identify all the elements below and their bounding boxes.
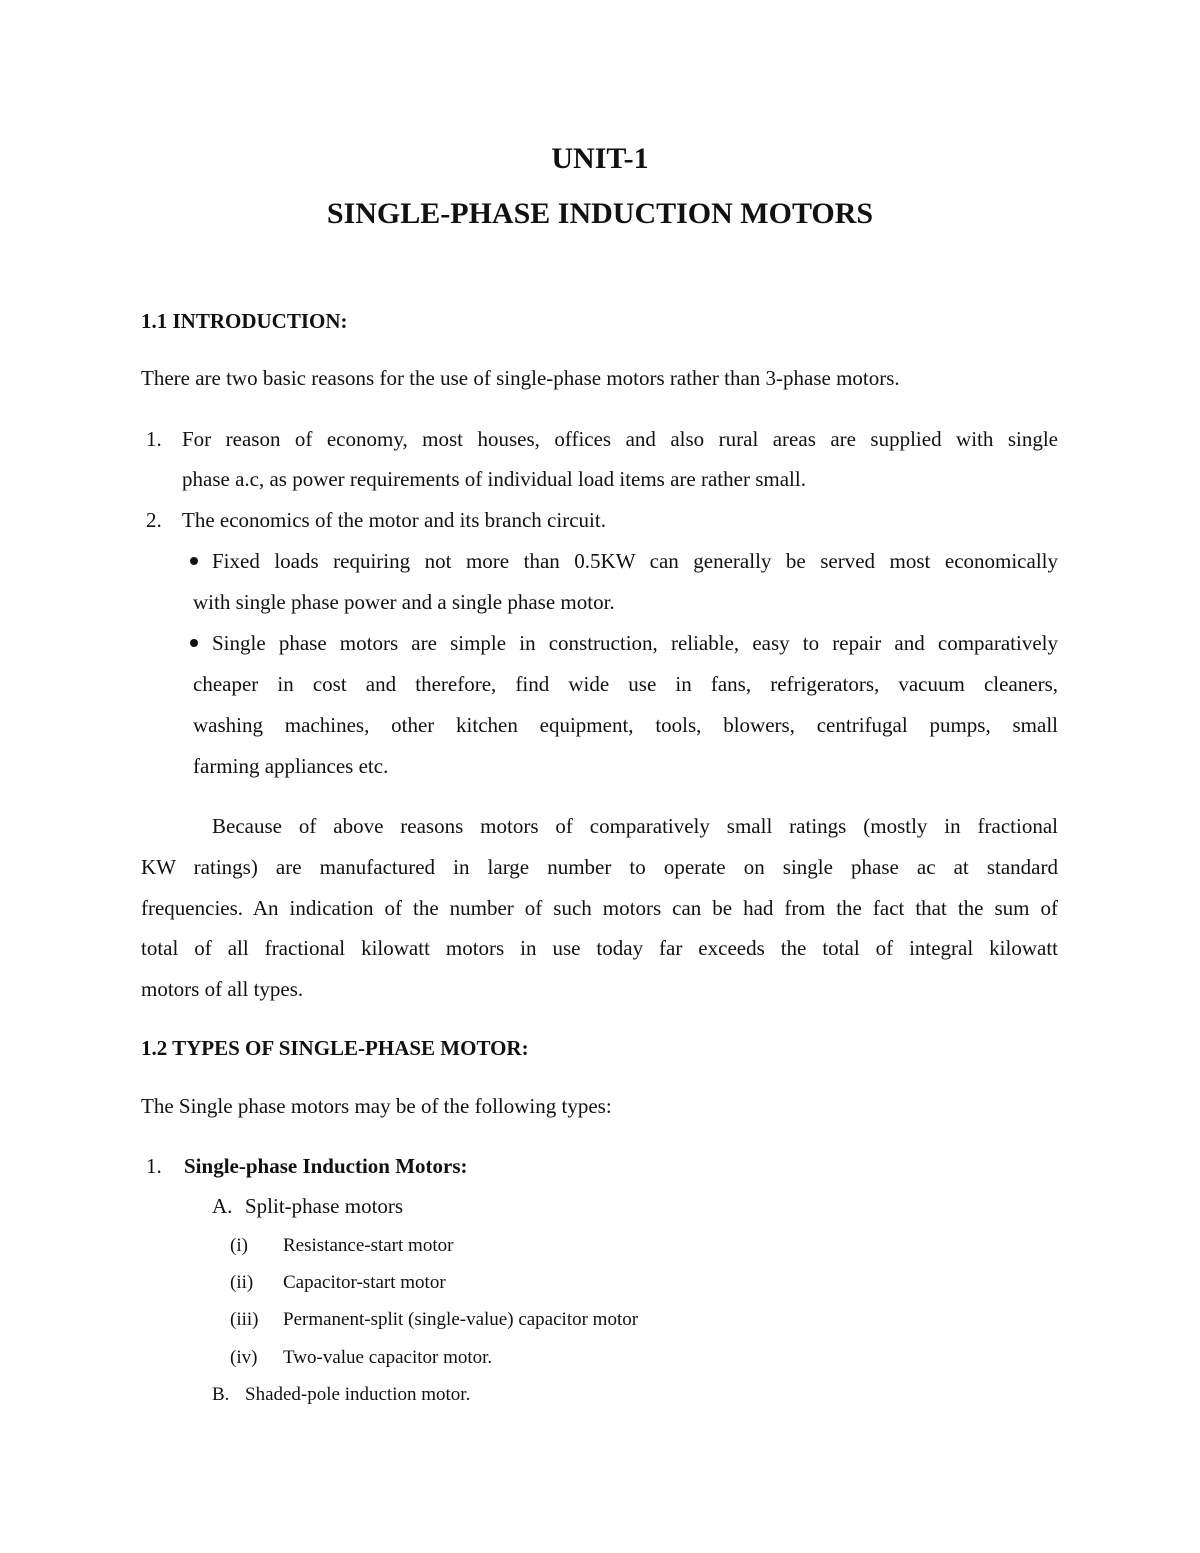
motor-type-item: Capacitor-start motor [283,1272,446,1293]
motor-type-item: Permanent-split (single-value) capacitor motor [283,1309,639,1330]
types-intro: The Single phase motors may be of the following types: [141,1094,612,1118]
roman-numeral: (ii) [230,1272,254,1293]
bullet-point-icon [190,639,198,647]
bullet-item-text: washing machines, other kitchen equipment, tools, blowers, centrifugal pumps, small [193,713,1058,737]
paragraph-line: Because of above reasons motors of comparatively small ratings (mostly in fractional [212,814,1058,838]
bullet-item-text: with single phase power and a single phase motor. [193,590,615,614]
sub-list-letter: A. [212,1194,233,1218]
roman-numeral: (i) [230,1235,248,1256]
list-item-text: For reason of economy, most houses, offices and also rural areas are supplied with single [182,427,1058,451]
chapter-title: SINGLE-PHASE INDUCTION MOTORS [326,197,874,230]
roman-numeral: (iv) [230,1347,258,1368]
intro-sentence: There are two basic reasons for the use of single-phase motors rather than 3-phase motors. [141,366,900,390]
paragraph-line: frequencies. An indication of the number of such motors can be had from the fact that the sum of [141,896,1058,920]
bullet-item-text: farming appliances etc. [193,754,389,778]
list-number: 1. [146,427,162,451]
paragraph-line: motors of all types. [141,977,304,1001]
list-number: 2. [146,508,162,532]
sub-list-label: Shaded-pole induction motor. [245,1384,471,1405]
motor-type-item: Resistance-start motor [283,1235,454,1256]
bullet-point-icon [190,557,198,565]
sub-list-letter: B. [212,1384,230,1405]
sub-list-label: Split-phase motors [245,1194,404,1218]
paragraph-line: KW ratings) are manufactured in large number to operate on single phase ac at standard [141,855,1058,879]
bullet-item-text: Fixed loads requiring not more than 0.5KW can generally be served most economically [212,549,1058,573]
list-item-text: The economics of the motor and its branch circuit. [182,508,606,532]
section-heading-introduction: 1.1 INTRODUCTION: [141,309,348,333]
list-number: 1. [146,1154,162,1178]
list-item-text: phase a.c, as power requirements of individual load items are rather small. [182,467,806,491]
unit-title: UNIT-1 [551,142,649,175]
bullet-item-text: cheaper in cost and therefore, find wide use in fans, refrigerators, vacuum cleaners, [193,672,1058,696]
section-heading-types: 1.2 TYPES OF SINGLE-PHASE MOTOR: [141,1036,529,1060]
bullet-item-text: Single phase motors are simple in construction, reliable, easy to repair and comparatively [212,631,1058,655]
roman-numeral: (iii) [230,1309,259,1330]
motor-type-item: Two-value capacitor motor. [283,1347,493,1368]
motor-category-label: Single-phase Induction Motors: [184,1154,468,1178]
paragraph-line: total of all fractional kilowatt motors in use today far exceeds the total of integral kilowatt [141,936,1058,960]
